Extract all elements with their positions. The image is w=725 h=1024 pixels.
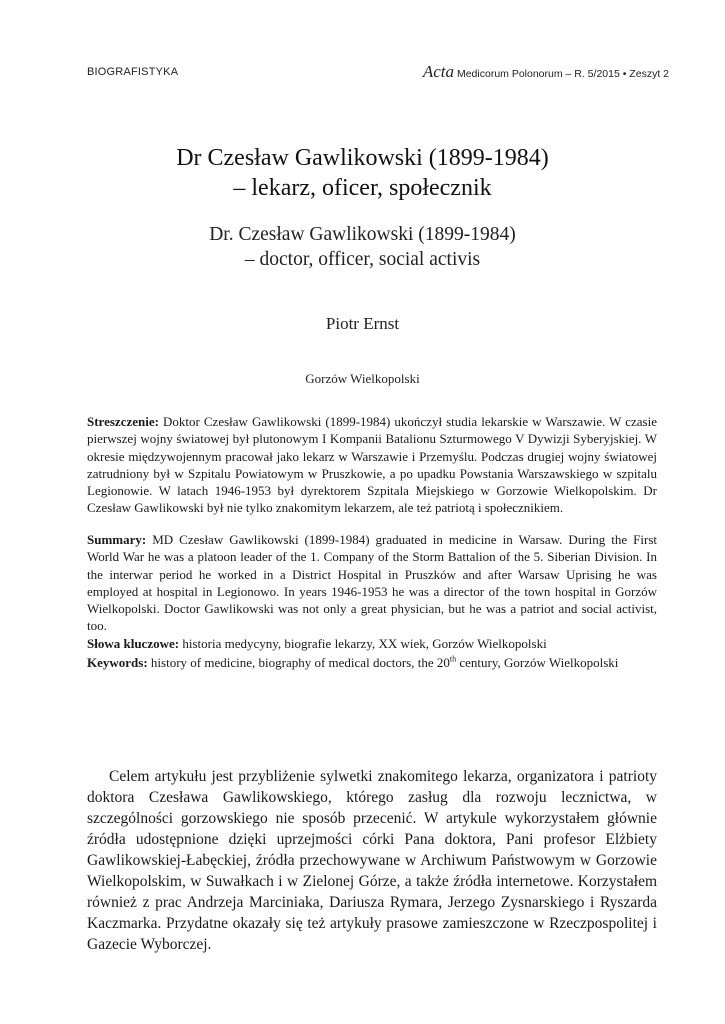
keywords-english	[87, 654, 657, 671]
abstract-polish-text: Doktor Czesław Gawlikowski (1899-1984) ukończył studia lekarskie w Warszawie. W czasie pierwszej wojny światowej był plutonowym I Kompanii Batalionu Szturmowego V Dywizji Syberyjskiej. W okresie międzywojennym pracował jako lekarz w Warszawie i Przemyślu. Podczas drugiej wojny światowej zatrudniony był w Szpitalu Powiatowym w Pruszkowie, a po upadku Powstania Warszawskiego w szpitalu Legionowie. W latach 1946-1953 był dyrektorem Szpitala Miejskiego w Gorzowie Wielkopolskim. Dr Czesław Gawlikowski był nie tylko znakomitym lekarzem, ale też patriotą i społecznikiem.	[87, 414, 657, 516]
keywords-english-text-after: century, Gorzów Wielkopolski	[456, 655, 619, 670]
abstract-english-text: MD Czesław Gawlikowski (1899-1984) graduated in medicine in Warsaw. During the First World War he was a platoon leader of the 1. Company of the Storm Battalion of the 5. Siberian Division. In the interwar period he worked in a District Hospital in Pruszków and after Warsaw Uprising he was employed at hospital in Legionowo. In years 1946-1953 he was a director of the town hospital in Gorzów Wielkopolski. Doctor Gawlikowski was not only a great physician, but he was a patriot and social activist, too.	[87, 532, 657, 634]
keywords-polish-label: Słowa kluczowe:	[87, 636, 180, 651]
keywords-english-text-before: history of medicine, biography of medical doctors, the 20	[147, 655, 450, 670]
title-polish	[0, 143, 725, 203]
abstract-polish	[87, 413, 657, 517]
journal-logo: Acta	[422, 62, 454, 81]
abstract-polish-label: Streszczenie:	[87, 414, 159, 429]
title-polish-line1: Dr Czesław Gawlikowski (1899-1984)	[176, 145, 549, 171]
keywords-polish	[87, 635, 657, 652]
abstract-english	[87, 531, 657, 635]
keywords-english-label: Keywords:	[87, 655, 148, 670]
body-paragraph: Celem artykułu jest przybliżenie sylwetki znakomitego lekarza, organizatora i patrioty doktora Czesława Gawlikowskiego, którego zasług dla rozwoju lecznictwa, w szczególności gorzowskiego nie sposób przecenić. W artykule wykorzystałem głównie źródła udostępnione dzięki uprzejmości córki Pana doktora, Pani profesor Elżbiety Gawlikowskiej-Łabęckiej, źródła przechowywane w Archiwum Państwowym w Gorzowie Wielkopolskim, w Suwałkach i w Zielonej Górze, a także źródła internetowe. Korzystałem również z prac Andrzeja Marciniaka, Dariusza Rymara, Jerzego Zysnarskiego i Ryszarda Kaczmarka. Przydatne okazały się też artykuły prasowe zamieszczone w Rzeczpospolitej i Gazecie Wyborczej.	[87, 768, 657, 953]
journal-issue: Medicorum Polonorum – R. 5/2015 • Zeszyt 2	[456, 68, 669, 80]
abstract-english-label: Summary:	[87, 532, 147, 547]
title-english-line2: – doctor, officer, social activis	[244, 249, 481, 270]
author-name: Piotr Ernst	[325, 314, 400, 333]
title-english	[0, 222, 725, 272]
keywords-polish-text: historia medycyny, biografie lekarzy, XX wiek, Gorzów Wielkopolski	[179, 636, 547, 651]
author-affiliation: Gorzów Wielkopolski	[305, 371, 420, 386]
title-english-line1: Dr. Czesław Gawlikowski (1899-1984)	[209, 224, 516, 245]
keywords-english-sup: th	[449, 654, 457, 664]
journal-reference	[423, 62, 669, 82]
section-label: BIOGRAFISTYKA	[87, 66, 179, 78]
title-polish-line2: – lekarz, oficer, społecznik	[233, 175, 492, 201]
